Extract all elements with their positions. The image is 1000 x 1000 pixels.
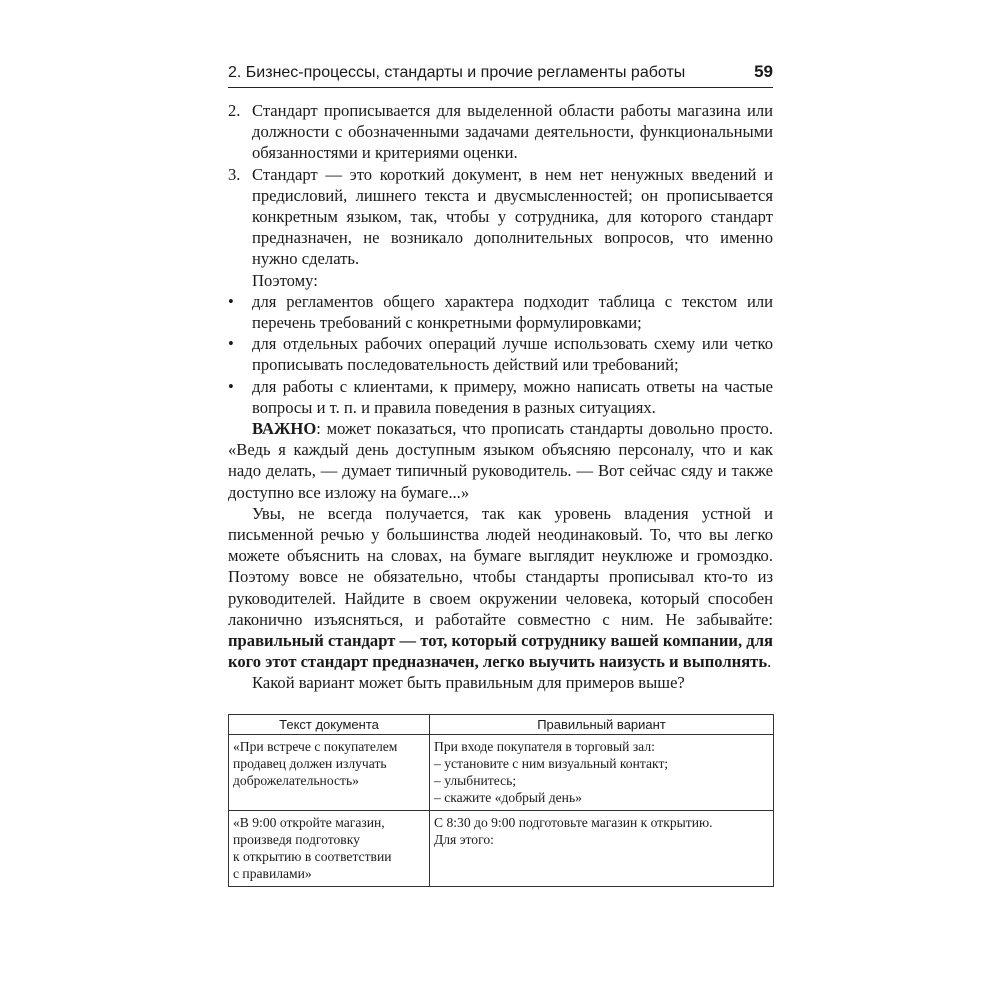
bullet-item xyxy=(228,333,773,375)
cell-line: произведя подготовку xyxy=(233,831,360,847)
cell-line: доброжелательность» xyxy=(233,772,359,788)
cell-line: «В 9:00 откройте магазин, xyxy=(233,814,385,830)
table-row xyxy=(229,734,774,810)
table-header-row xyxy=(229,714,774,734)
bullet-marker: • xyxy=(228,376,234,396)
cell-line: – установите с ним визуальный контакт; xyxy=(434,755,669,771)
bullet-text: для отдельных рабочих операций лучше использовать схему или четко прописывать последовательность действий или требований; xyxy=(252,334,773,375)
advice-bold-text: правильный стандарт — тот, который сотруднику вашей компании, для кого этот стандарт предназначен, легко выучить наизусть и выполнять xyxy=(228,631,773,672)
cell-line: – скажите «добрый день» xyxy=(434,789,582,805)
column-header-correct-variant: Правильный вариант xyxy=(430,714,774,734)
advice-end: . xyxy=(767,652,772,672)
body-text xyxy=(228,100,773,694)
numbered-item xyxy=(228,100,773,164)
correct-variant-cell xyxy=(430,734,774,810)
advice-text: Увы, не всегда получается, так как уровень владения устной и письменной речью у большинства людей неодинаковый. То, что вы легко можете объяснить на словах, на бумаге выглядит неуклюже и громоздко. Поэтому вовсе не обязательно, чтобы стандарты прописывал кто-то из руководителей. Найдите в своем окружении человека, который способен лаконично изъясняться, и работайте совместно с ним. Не забывайте: xyxy=(228,503,773,629)
correct-variant-cell xyxy=(430,810,774,886)
cell-line: к открытию в соответствии xyxy=(233,848,392,864)
example-table xyxy=(228,714,774,887)
cell-line: – улыбнитесь; xyxy=(434,772,517,788)
important-paragraph xyxy=(228,418,773,503)
item-text: Стандарт — это короткий документ, в нем нет ненужных введений и предисловий, лишнего текста и двусмысленностей; он прописывается конкретным языком, так, чтобы у сотрудника, для которого стандарт предназначен, не возникало дополнительных вопросов, что именно нужно сделать. xyxy=(252,164,773,269)
advice-paragraph xyxy=(228,503,773,673)
document-text-cell xyxy=(229,810,430,886)
cell-line: Для этого: xyxy=(434,831,494,847)
question-line: Какой вариант может быть правильным для примеров выше? xyxy=(252,673,685,693)
running-header xyxy=(228,62,773,88)
page-number: 59 xyxy=(754,62,773,81)
chapter-title: 2. Бизнес-процессы, стандарты и прочие регламенты работы xyxy=(228,64,686,81)
cell-line: с правилами» xyxy=(233,865,312,881)
document-text-cell xyxy=(229,734,430,810)
bullet-marker: • xyxy=(228,334,234,354)
bullet-text: для регламентов общего характера подходит таблица с текстом или перечень требований с конкретными формулировками; xyxy=(252,291,773,333)
bullet-item xyxy=(228,291,773,333)
table-row xyxy=(229,810,774,886)
important-text: : может показаться, что прописать стандарты довольно просто. «Ведь я каждый день доступным языком объясняю персоналу, что и как надо делать, — думает типичный руководитель. — Вот сейчас сяду и также доступно все изложу на бумаге...» xyxy=(228,419,773,502)
important-label: ВАЖНО xyxy=(252,419,317,439)
bullet-item xyxy=(228,376,773,418)
item-text: Стандарт прописывается для выделенной области работы магазина или должности с обозначенными задачами деятельности, функциональными обязанностями и критериями оценки. xyxy=(252,101,773,163)
therefore-line: Поэтому: xyxy=(252,270,318,290)
item-number: 3. xyxy=(228,164,241,184)
item-number: 2. xyxy=(228,101,241,120)
bullet-text: для работы с клиентами, к примеру, можно написать ответы на частые вопросы и т. п. и правила поведения в разных ситуациях. xyxy=(252,376,773,417)
column-header-document-text: Текст документа xyxy=(229,714,430,734)
numbered-item xyxy=(228,164,773,270)
bullet-marker: • xyxy=(228,291,234,311)
cell-line: «При встрече с покупателем xyxy=(233,738,398,754)
book-page xyxy=(228,62,773,887)
cell-line: С 8:30 до 9:00 подготовьте магазин к открытию. xyxy=(434,814,713,830)
cell-line: продавец должен излучать xyxy=(233,755,387,771)
cell-line: При входе покупателя в торговый зал: xyxy=(434,738,655,754)
